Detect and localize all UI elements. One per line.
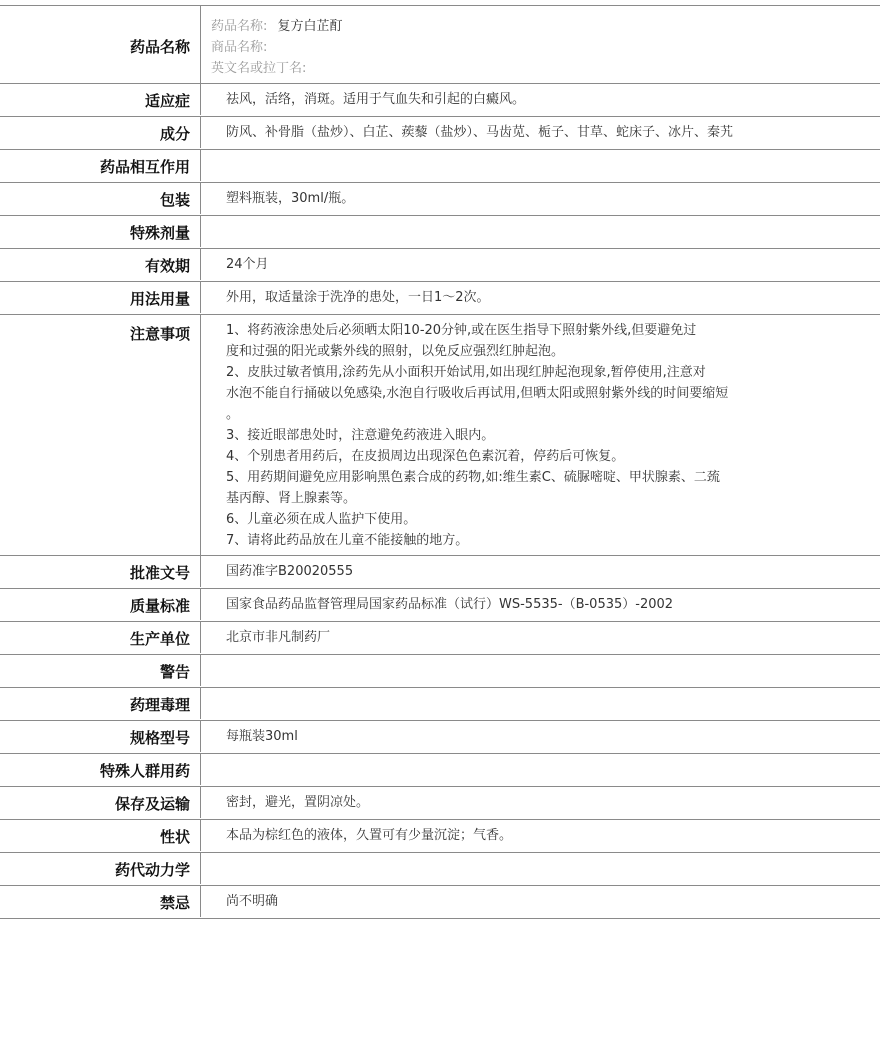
row-label: 生产单位 bbox=[0, 622, 201, 653]
drug-name-block bbox=[201, 6, 880, 83]
row-label: 药品名称 bbox=[0, 6, 201, 83]
precaution-line: 7、请将此药品放在儿童不能接触的地方。 bbox=[226, 533, 469, 548]
row-value: 外用，取适量涂于洗净的患处，一日1～2次。 bbox=[226, 290, 490, 305]
precaution-line: 6、儿童必须在成人监护下使用。 bbox=[226, 512, 417, 527]
row-drug-name bbox=[0, 6, 880, 84]
row-value: 24个月 bbox=[226, 257, 269, 272]
row-description bbox=[0, 820, 880, 853]
row-value: 密封，避光，置阴凉处。 bbox=[226, 795, 370, 810]
row-label: 警告 bbox=[0, 655, 201, 686]
row-label: 药代动力学 bbox=[0, 853, 201, 884]
row-special-population bbox=[0, 754, 880, 787]
row-value: 国家食品药品监督管理局国家药品标准（试行）WS-5535-（B-0535）-2002 bbox=[226, 597, 674, 612]
row-label: 批准文号 bbox=[0, 556, 201, 587]
row-value: 祛风，活络，消斑。适用于气血失和引起的白癜风。 bbox=[226, 92, 526, 107]
row-ingredients bbox=[0, 117, 880, 150]
generic-name-value: 复方白芷酊 bbox=[277, 19, 343, 34]
row-storage bbox=[0, 787, 880, 820]
precaution-line: 3、接近眼部患处时，注意避免药液进入眼内。 bbox=[226, 428, 495, 443]
row-precautions bbox=[0, 315, 880, 556]
row-value: 塑料瓶装，30ml/瓶。 bbox=[226, 191, 355, 206]
english-name-line bbox=[211, 58, 870, 79]
precaution-line: 5、用药期间避免应用影响黑色素合成的药物,如:维生素C、硫脲嘧啶、甲状腺素、二巯 bbox=[226, 470, 720, 485]
row-manufacturer bbox=[0, 622, 880, 655]
row-label: 适应症 bbox=[0, 84, 201, 115]
row-label: 质量标准 bbox=[0, 589, 201, 620]
row-label: 用法用量 bbox=[0, 282, 201, 313]
trade-name-label: 商品名称: bbox=[211, 40, 268, 55]
row-label: 保存及运输 bbox=[0, 787, 201, 818]
row-value bbox=[201, 688, 880, 720]
row-label: 药理毒理 bbox=[0, 688, 201, 719]
row-expiry bbox=[0, 249, 880, 282]
row-label: 注意事项 bbox=[0, 315, 201, 555]
row-value: 北京市非凡制药厂 bbox=[226, 630, 331, 645]
row-indication bbox=[0, 84, 880, 117]
precaution-line: 1、将药液涂患处后必须晒太阳10-20分钟,或在医生指导下照射紫外线,但要避免过 bbox=[226, 323, 697, 338]
trade-name-line bbox=[211, 37, 870, 58]
precaution-line: 2、皮肤过敏者慎用,涂药先从小面积开始试用,如出现红肿起泡现象,暂停使用,注意对 bbox=[226, 365, 706, 380]
row-warning bbox=[0, 655, 880, 688]
row-label: 性状 bbox=[0, 820, 201, 851]
row-label: 成分 bbox=[0, 117, 201, 148]
row-value: 本品为棕红色的液体，久置可有少量沉淀；气香。 bbox=[226, 828, 513, 843]
row-packaging bbox=[0, 183, 880, 216]
precaution-line: 水泡不能自行捅破以免感染,水泡自行吸收后再试用,但晒太阳或照射紫外线的时间要缩短 bbox=[226, 386, 729, 401]
row-approval bbox=[0, 556, 880, 589]
row-label: 特殊人群用药 bbox=[0, 754, 201, 785]
english-name-label: 英文名或拉丁名: bbox=[211, 61, 307, 76]
row-label: 药品相互作用 bbox=[0, 150, 201, 181]
row-contraindications bbox=[0, 886, 880, 919]
generic-name-label: 药品名称: bbox=[211, 19, 268, 34]
row-standard bbox=[0, 589, 880, 622]
row-label: 包装 bbox=[0, 183, 201, 214]
row-special-dosage bbox=[0, 216, 880, 249]
generic-name-line bbox=[211, 16, 870, 37]
row-label: 规格型号 bbox=[0, 721, 201, 752]
row-value: 尚不明确 bbox=[226, 894, 279, 909]
precaution-line: 4、个别患者用药后，在皮损周边出现深色色素沉着，停药后可恢复。 bbox=[226, 449, 625, 464]
precaution-line: 。 bbox=[226, 407, 240, 422]
drug-info-table bbox=[0, 5, 880, 919]
row-specification bbox=[0, 721, 880, 754]
row-value: 防风、补骨脂（盐炒）、白芷、蒺藜（盐炒）、马齿苋、栀子、甘草、蛇床子、冰片、秦艽 bbox=[226, 125, 734, 140]
precaution-line: 基丙醇、肾上腺素等。 bbox=[226, 491, 357, 506]
row-value: 国药准字B20020555 bbox=[226, 564, 354, 579]
row-value: 每瓶装30ml bbox=[226, 729, 298, 744]
row-pharmacokinetics bbox=[0, 853, 880, 886]
row-label: 禁忌 bbox=[0, 886, 201, 917]
row-value bbox=[201, 216, 880, 248]
row-value bbox=[201, 150, 880, 182]
row-label: 有效期 bbox=[0, 249, 201, 280]
precaution-line: 度和过强的阳光或紫外线的照射，以免反应强烈红肿起泡。 bbox=[226, 344, 565, 359]
row-value bbox=[201, 754, 880, 786]
row-value bbox=[201, 655, 880, 687]
row-interactions bbox=[0, 150, 880, 183]
row-label: 特殊剂量 bbox=[0, 216, 201, 247]
row-pharmacology bbox=[0, 688, 880, 721]
row-value bbox=[201, 853, 880, 885]
row-usage bbox=[0, 282, 880, 315]
precautions-text bbox=[201, 315, 880, 555]
